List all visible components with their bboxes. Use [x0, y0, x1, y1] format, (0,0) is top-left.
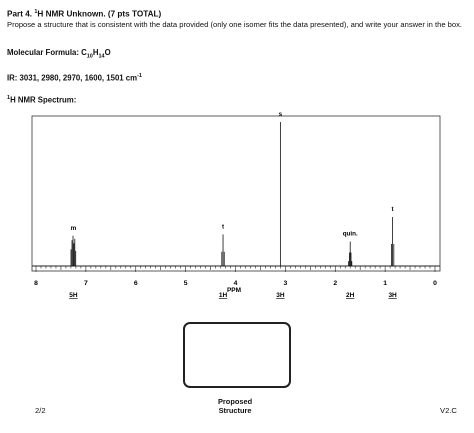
- nmr-peak: [343, 231, 358, 299]
- ir-data: IR: 3031, 2980, 2970, 1600, 1501 $cm^{-1}$: [7, 73, 142, 83]
- page-title: Part 4. $^1$H NMR Unknown. (7 pts TOTAL): [7, 9, 162, 19]
- x-tick-label: 1: [383, 280, 388, 287]
- page-number: 2/2: [35, 406, 46, 415]
- instructions: Propose a structure that is consistent with the data provided (only one isomer fits the data presented), and write your answer in the box.: [7, 20, 463, 29]
- multiplicity-label: quin.: [342, 230, 358, 238]
- answer-caption: Proposed Structure: [218, 397, 253, 415]
- multiplicity-label: t: [221, 223, 225, 231]
- integration-label: 5H: [69, 292, 78, 299]
- integration-label: 1H: [218, 292, 228, 299]
- x-tick-label: 4: [233, 280, 238, 287]
- nmr-peak: [69, 225, 78, 299]
- x-tick-label: 2: [333, 280, 338, 287]
- nmr-spectrum-label: $^1$H NMR Spectrum:: [7, 95, 77, 105]
- x-tick-label: 8: [34, 280, 38, 287]
- x-tick-label: 5: [183, 280, 188, 287]
- x-tick-label: 0: [433, 280, 437, 287]
- answer-box[interactable]: [183, 322, 291, 388]
- molecular-formula: Molecular Formula: $C_{10}H_{14}O$: [7, 48, 111, 60]
- x-tick-label: 6: [133, 280, 138, 287]
- x-tick-label: 3: [283, 280, 288, 287]
- integration-label: 3H: [388, 292, 397, 299]
- version-label: V2.C: [440, 406, 457, 415]
- nmr-peak: [388, 206, 397, 299]
- spectrum-frame: [32, 116, 440, 271]
- multiplicity-label: s: [278, 111, 283, 118]
- integration-label: 2H: [346, 292, 355, 299]
- x-axis-label: PPM: [226, 287, 242, 294]
- multiplicity-label: t: [391, 206, 394, 214]
- integration-label: 3H: [276, 292, 285, 299]
- x-tick-label: 7: [83, 280, 88, 287]
- multiplicity-label: m: [70, 224, 77, 232]
